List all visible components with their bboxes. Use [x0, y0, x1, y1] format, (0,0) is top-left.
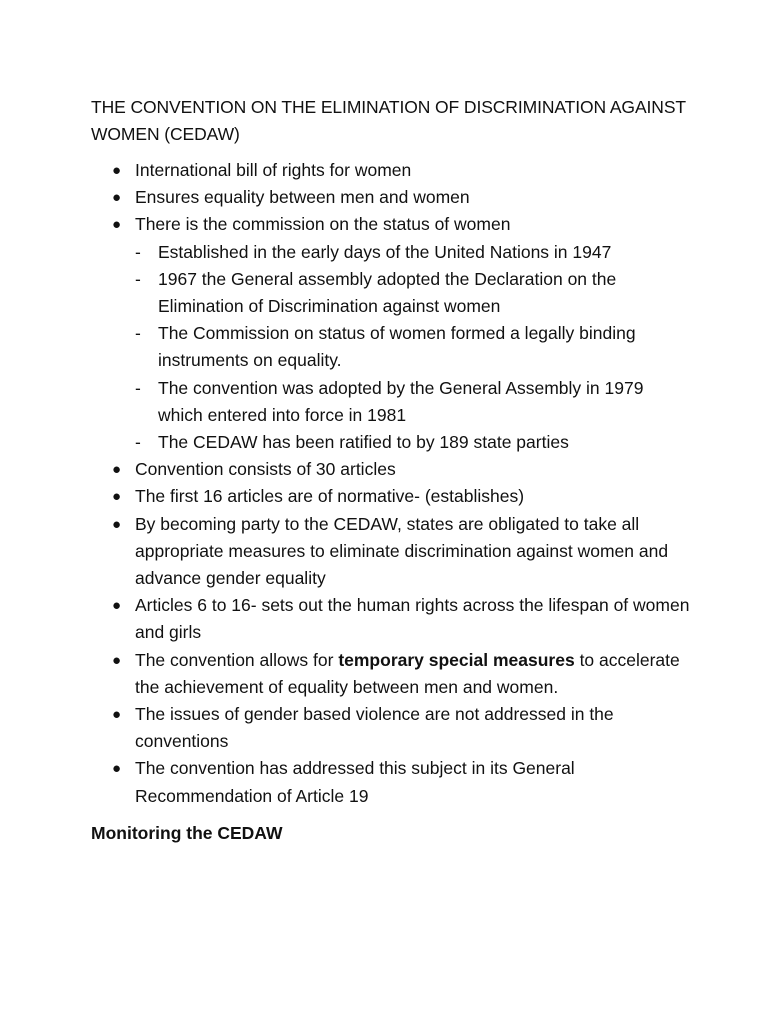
dash-icon: - [135, 241, 141, 262]
list-item [91, 483, 691, 510]
list-item-text: By becoming party to the CEDAW, states are obligated to take all appropriate measures to eliminate discrimination against women and advance gender equality [135, 513, 669, 589]
list-item [91, 701, 691, 755]
list-item [91, 157, 691, 184]
document-page [91, 94, 691, 847]
list-item [91, 647, 691, 701]
document-title: THE CONVENTION ON THE ELIMINATION OF DISCRIMINATION AGAINST WOMEN (CEDAW) [91, 97, 686, 144]
list-item-text: The issues of gender based violence are not addressed in the conventions [135, 704, 614, 752]
bullet-icon: ● [112, 162, 122, 179]
bullet-list [91, 157, 691, 810]
list-item-text: Convention consists of 30 articles [135, 459, 396, 480]
bullet-icon: ● [112, 597, 122, 615]
sub-list-item [135, 266, 691, 320]
list-item [91, 511, 691, 593]
list-item-text: The convention has addressed this subject in its General Recommendation of Article 19 [135, 758, 575, 806]
emphasis-text: temporary special measures [338, 649, 575, 670]
list-item-text: Ensures equality between men and women [135, 187, 470, 208]
bullet-icon: ● [112, 189, 122, 207]
list-item [91, 592, 691, 646]
bullet-icon: ● [112, 488, 122, 506]
sub-list [135, 239, 691, 457]
sub-list-item [135, 429, 691, 456]
list-item-text: The first 16 articles are of normative- (establishes) [135, 486, 525, 507]
sub-list-item-text: Established in the early days of the United Nations in 1947 [158, 241, 612, 262]
sub-list-item [135, 239, 691, 266]
bullet-icon: ● [112, 461, 122, 479]
bullet-icon: ● [112, 515, 122, 533]
dash-icon: - [135, 323, 141, 344]
dash-icon: - [135, 377, 141, 398]
dash-icon: - [135, 268, 141, 289]
list-item-text: There is the commission on the status of women [135, 214, 511, 235]
bullet-icon: ● [112, 216, 122, 234]
sub-list-item-text: The convention was adopted by the General Assembly in 1979 which entered into force in 1981 [158, 377, 644, 425]
sub-list-item [135, 375, 691, 429]
section-heading: Monitoring the CEDAW [91, 822, 283, 843]
sub-list-item [135, 320, 691, 374]
list-item-text-after: to accelerate the achievement of equality between men and women. [135, 649, 680, 697]
dash-icon: - [135, 432, 141, 453]
list-item [91, 184, 691, 211]
list-item-text: International bill of rights for women [135, 160, 412, 180]
bullet-icon: ● [112, 760, 122, 778]
list-item [91, 755, 691, 809]
list-item [91, 456, 691, 483]
sub-list-item-text: 1967 the General assembly adopted the Declaration on the Elimination of Discrimination against women [158, 268, 617, 317]
bullet-icon: ● [112, 651, 122, 669]
sub-list-item-text: The CEDAW has been ratified to by 189 state parties [158, 432, 569, 453]
bullet-icon: ● [112, 706, 122, 724]
sub-list-item-text: The Commission on status of women formed a legally binding instruments on equality. [158, 323, 636, 371]
list-item-text: Articles 6 to 16- sets out the human rights across the lifespan of women and girls [135, 595, 690, 643]
list-item-text-before: The convention allows for [135, 649, 339, 670]
list-item [91, 211, 691, 456]
